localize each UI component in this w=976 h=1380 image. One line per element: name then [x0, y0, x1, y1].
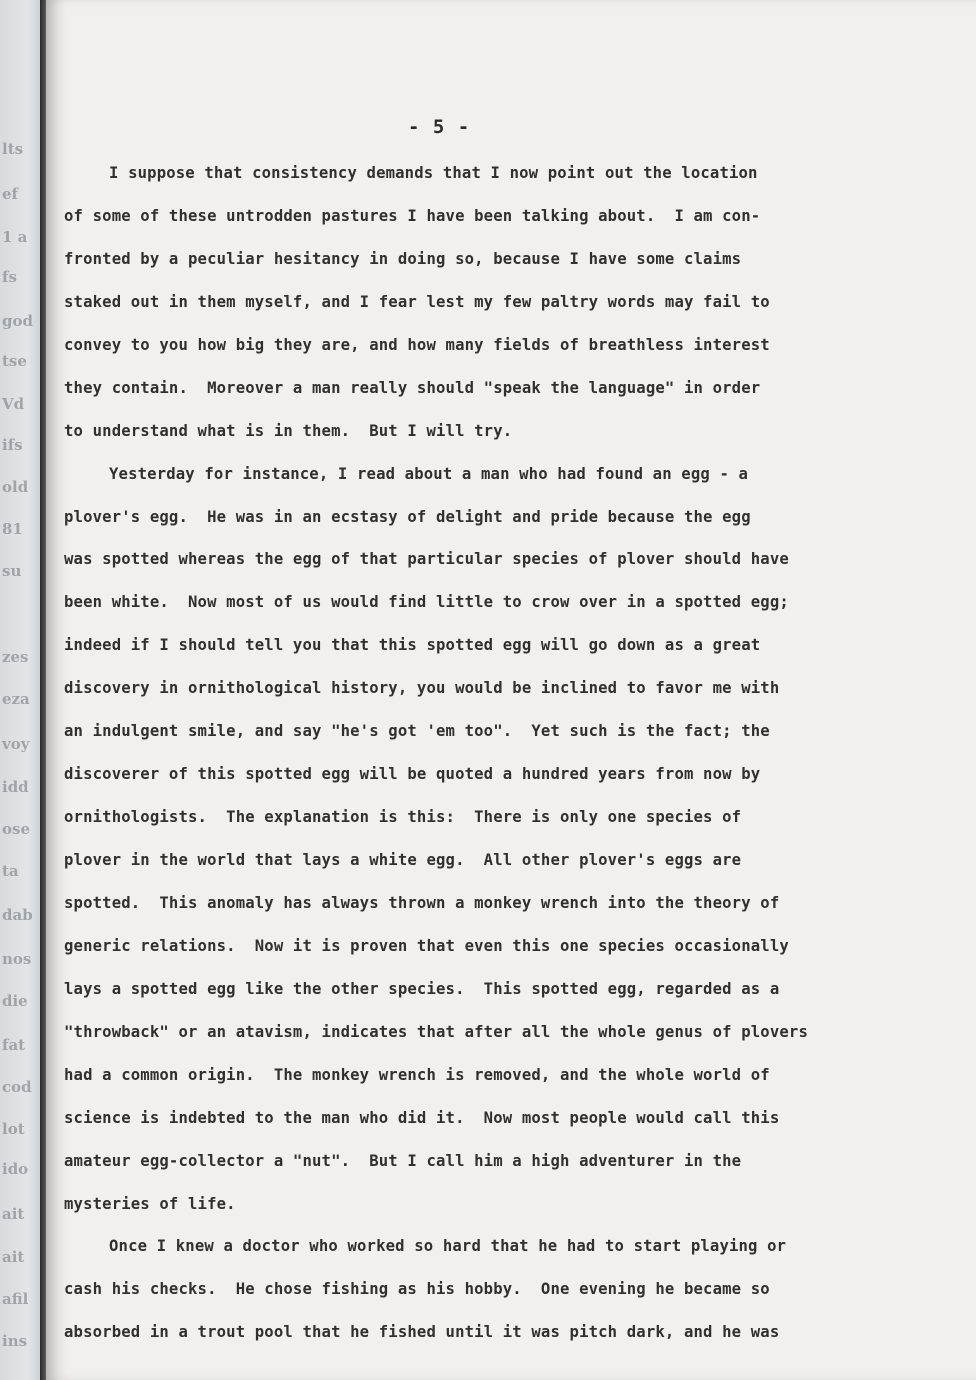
body-text [64, 152, 934, 1354]
text-line: staked out in them myself, and I fear lest my few paltry words may fail to [64, 292, 770, 311]
bleed-through-fragment: idd [2, 778, 29, 796]
text-line: plover in the world that lays a white egg. All other plover's eggs are [64, 851, 742, 869]
previous-page-edge [0, 0, 40, 1380]
text-line: generic relations. Now it is proven that even this one species occasionally [64, 936, 789, 955]
bleed-through-fragment: tse [2, 352, 27, 370]
text-line: amateur egg-collector a "nut". But I call him a high adventurer in the [64, 1151, 742, 1170]
bleed-through-fragment: ins [2, 1332, 28, 1350]
text-line: "throwback" or an atavism, indicates that after all the whole genus of plovers [64, 1022, 808, 1041]
bleed-through-fragment: fs [2, 268, 17, 286]
text-line: been white. Now most of us would find little to crow over in a spotted egg; [64, 593, 789, 612]
text-line: discovery in ornithological history, you would be inclined to favor me with [64, 679, 780, 698]
text-line: plover's egg. He was in an ecstasy of delight and pride because the egg [64, 507, 751, 526]
text-line: I suppose that consistency demands that I now point out the location [109, 164, 758, 182]
text-line: an indulgent smile, and say "he's got 'em too". Yet such is the fact; the [64, 722, 770, 741]
text-line: Once I knew a doctor who worked so hard that he had to start playing or [109, 1237, 787, 1256]
bleed-through-fragment: ef [2, 185, 18, 203]
bleed-through-fragment: eza [2, 690, 30, 708]
bleed-through-fragment: lot [2, 1120, 25, 1138]
text-line: science is indebted to the man who did it. Now most people would call this [64, 1108, 780, 1127]
text-line: convey to you how big they are, and how many fields of breathless interest [64, 335, 770, 354]
bleed-through-fragment: ose [2, 820, 30, 838]
bleed-through-fragment: old [2, 478, 29, 496]
typed-page [46, 0, 976, 1380]
text-line: was spotted whereas the egg of that particular species of plover should have [64, 550, 789, 569]
text-line: absorbed in a trout pool that he fished until it was pitch dark, and he was [64, 1323, 780, 1342]
bleed-through-fragment: su [2, 562, 22, 580]
bleed-through-fragment: afil [2, 1290, 29, 1308]
text-line: of some of these untrodden pastures I have been talking about. I am con- [64, 206, 761, 225]
bleed-through-fragment: nos [2, 950, 32, 968]
bleed-through-fragment: ait [2, 1205, 25, 1223]
bleed-through-fragment: ait [2, 1248, 25, 1266]
text-line: they contain. Moreover a man really should "speak the language" in order [64, 378, 761, 397]
text-line: had a common origin. The monkey wrench is removed, and the whole world of [64, 1065, 770, 1084]
bleed-through-fragment: god [2, 312, 33, 330]
bleed-through-fragment: zes [2, 648, 29, 666]
bleed-through-fragment: dab [2, 906, 33, 924]
text-line: indeed if I should tell you that this spotted egg will go down as a great [64, 636, 761, 655]
bleed-through-fragment: Vd [2, 395, 25, 413]
text-line: to understand what is in them. But I will try. [64, 421, 513, 440]
text-line: cash his checks. He chose fishing as his hobby. One evening he became so [64, 1280, 770, 1299]
text-line: Yesterday for instance, I read about a man who had found an egg - a [109, 464, 749, 483]
page-number: - 5 - [408, 116, 471, 138]
bleed-through-fragment: die [2, 992, 28, 1010]
bleed-through-fragment: 1 a [2, 228, 28, 246]
text-line: lays a spotted egg like the other species. This spotted egg, regarded as a [64, 979, 780, 998]
text-line: fronted by a peculiar hesitancy in doing so, because I have some claims [64, 249, 742, 268]
text-line: ornithologists. The explanation is this: There is only one species of [64, 808, 742, 827]
bleed-through-fragment: ta [2, 862, 19, 880]
text-line: spotted. This anomaly has always thrown a monkey wrench into the theory of [64, 893, 780, 912]
bleed-through-fragment: ido [2, 1160, 29, 1178]
bleed-through-fragment: fat [2, 1036, 26, 1054]
bleed-through-fragment: ifs [2, 436, 23, 454]
text-line: discoverer of this spotted egg will be quoted a hundred years from now by [64, 765, 761, 784]
bleed-through-fragment: cod [2, 1078, 32, 1096]
bleed-through-fragment: lts [2, 140, 24, 158]
bleed-through-fragment: voy [2, 735, 30, 753]
text-line: mysteries of life. [64, 1194, 236, 1213]
bleed-through-fragment: 81 [2, 520, 23, 538]
